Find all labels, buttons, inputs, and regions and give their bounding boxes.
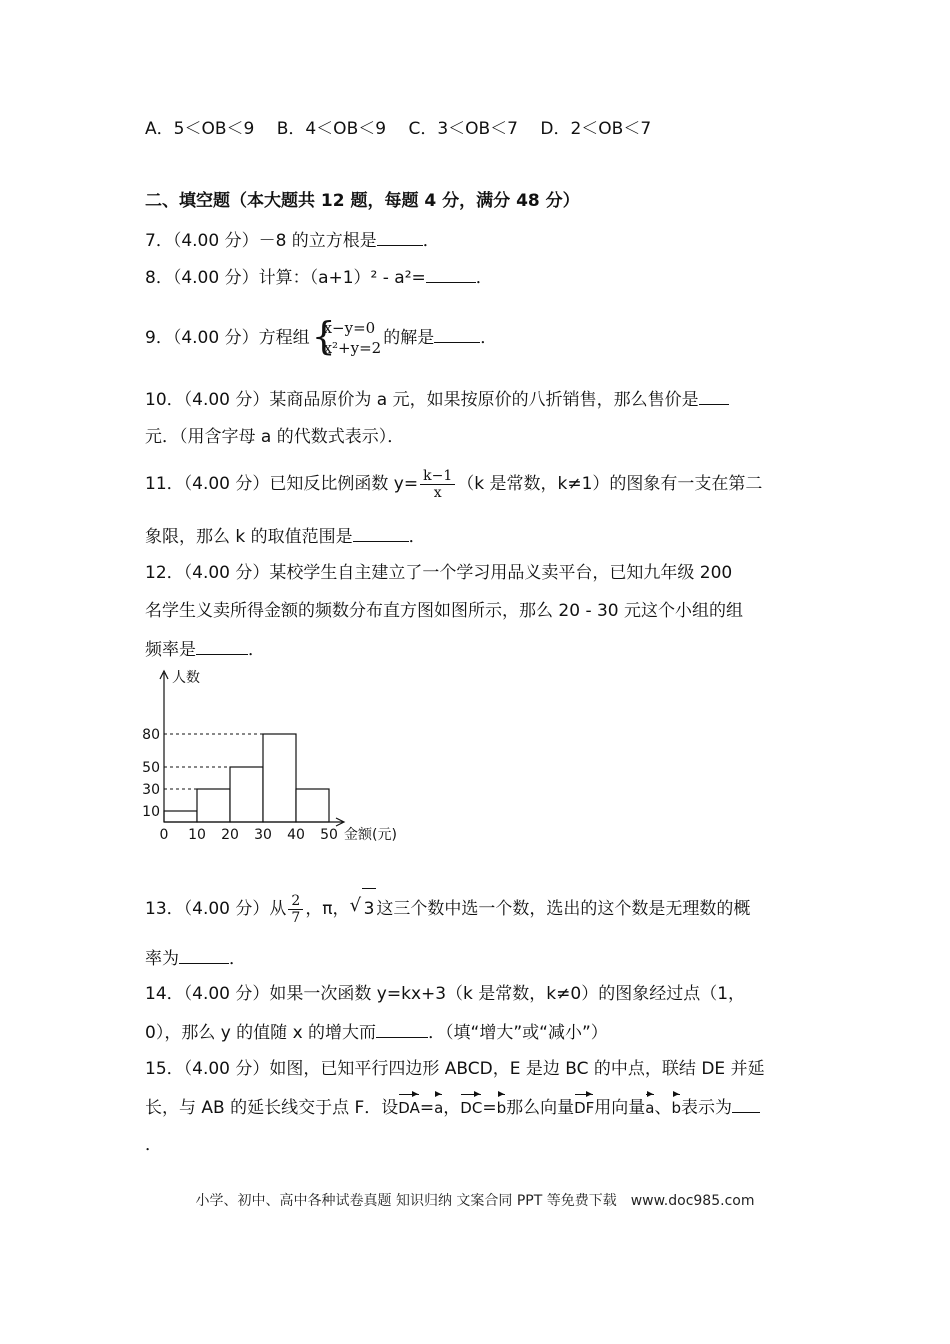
q15-line2-b: 那么向量	[506, 1098, 575, 1118]
question-12-line-1: 12．（4.00 分）某校学生自主建立了一个学习用品义卖平台，已知九年级 200	[145, 563, 733, 583]
q7-end: ．	[422, 231, 440, 251]
vector-b: b	[671, 1099, 682, 1117]
q9-end: ．	[480, 328, 498, 348]
equation-2: x²+y=2	[323, 339, 382, 357]
answer-blank[interactable]	[179, 947, 229, 964]
question-15-line-3: ．	[145, 1135, 162, 1155]
y-tick-label: 30	[142, 782, 160, 798]
fraction-denominator: 7	[291, 909, 301, 926]
histogram-bar	[197, 789, 230, 822]
histogram-chart	[140, 665, 420, 850]
q8-text: 8．（4.00 分）计算：（a+1）² ‑ a²=	[145, 268, 426, 288]
question-14-line-1: 14．（4.00 分）如果一次函数 y=kx+3（k 是常数，k≠0）的图象经过点（1，	[145, 984, 746, 1004]
q14-line2-text: 0），那么 y 的值随 x 的增大而	[145, 1023, 377, 1043]
vector-b: b	[496, 1099, 507, 1117]
answer-blank[interactable]	[426, 266, 476, 283]
x-tick-label: 0	[159, 827, 169, 843]
question-12-line-2: 名学生义卖所得金额的频数分布直方图如图所示，那么 20 ‑ 30 元这个小组的组	[145, 601, 744, 621]
answer-blank[interactable]	[353, 525, 409, 542]
answer-blank[interactable]	[732, 1096, 760, 1113]
fraction	[288, 893, 303, 926]
fraction	[420, 468, 455, 501]
y-tick-label: 80	[142, 727, 160, 743]
q15-line2-d: 表示为	[681, 1098, 733, 1118]
q6-options: A．5＜OB＜9 B．4＜OB＜9 C．3＜OB＜7 D．2＜OB＜7	[145, 119, 652, 139]
q11-line2-text: 象限，那么 k 的取值范围是	[145, 527, 353, 547]
vector-a: a	[434, 1099, 444, 1117]
x-tick-label: 20	[221, 827, 239, 843]
question-8	[145, 266, 493, 289]
answer-blank[interactable]	[376, 1021, 428, 1038]
histogram-bar	[263, 734, 296, 822]
x-tick-label: 30	[254, 827, 272, 843]
q11-end: ．	[408, 527, 426, 547]
answer-blank[interactable]	[377, 229, 423, 246]
question-15-line-1: 15．（4.00 分）如图，已知平行四边形 ABCD，E 是边 BC 的中点，联结 DE 并延	[145, 1059, 765, 1079]
q12-end: ．	[248, 640, 265, 660]
brace-icon: {	[311, 314, 336, 358]
radical-icon: √	[349, 895, 362, 916]
x-axis-label: 金额(元)	[344, 827, 397, 843]
q11-text: 11．（4.00 分）已知反比例函数 y=	[145, 474, 419, 494]
square-root	[350, 888, 377, 929]
fraction-numerator: 2	[288, 893, 303, 910]
vector-a: a	[645, 1099, 655, 1117]
histogram-bar	[230, 767, 263, 822]
answer-blank[interactable]	[434, 326, 480, 343]
question-10-line-2: 元．（用含字母 a 的代数式表示）．	[145, 427, 405, 447]
q13-mid: ，π，	[305, 899, 350, 919]
question-10-line-1	[145, 388, 729, 411]
question-15-line-2	[145, 1096, 760, 1119]
vector-df: DF	[574, 1099, 595, 1117]
x-tick-label: 40	[287, 827, 305, 843]
question-7	[145, 229, 440, 252]
y-axis-label: 人数	[172, 670, 200, 686]
fraction-numerator: k−1	[420, 468, 455, 485]
x-tick-label: 10	[188, 827, 206, 843]
q13-line2-text: 率为	[145, 949, 179, 969]
question-14-line-2	[145, 1021, 608, 1044]
answer-blank[interactable]	[699, 388, 729, 405]
page-footer: 小学、初中、高中各种试卷真题 知识归纳 文案合同 PPT 等免费下载 www.doc985.com	[195, 1193, 755, 1209]
q15-line2-a: 长，与 AB 的延长线交于点 F．设	[145, 1098, 399, 1118]
question-11-line-1	[145, 466, 762, 502]
q15-line2-c: 用向量	[594, 1098, 646, 1118]
fraction-denominator: x	[433, 484, 442, 501]
question-13-line-2	[145, 947, 246, 970]
vector-da: DA	[398, 1099, 420, 1117]
question-11-line-2	[145, 525, 426, 548]
q11-suffix: （k 是常数，k≠1）的图象有一支在第二	[457, 474, 763, 494]
q7-text: 7．（4.00 分）－8 的立方根是	[145, 231, 377, 251]
equation-1: x−y=0	[323, 319, 376, 337]
equals-sign: =	[419, 1098, 435, 1118]
histogram-bar	[164, 811, 197, 822]
y-tick-label: 10	[142, 804, 160, 820]
section-title: 二、填空题（本大题共 12 题，每题 4 分，满分 48 分）	[145, 191, 580, 211]
question-12-line-3	[145, 638, 265, 661]
q10-text: 10．（4.00 分）某商品原价为 a 元，如果按原价的八折销售，那么售价是	[145, 390, 699, 410]
q13-text: 13．（4.00 分）从	[145, 899, 287, 919]
question-13-line-1	[145, 888, 750, 929]
equation-system	[311, 314, 382, 358]
comma: ，	[443, 1098, 461, 1118]
q12-line3-text: 频率是	[145, 640, 196, 660]
separator: 、	[654, 1098, 672, 1118]
answer-blank[interactable]	[196, 638, 248, 655]
q9-text: 9．（4.00 分）方程组	[145, 328, 310, 348]
vector-dc: DC	[460, 1099, 483, 1117]
histogram-bar	[296, 789, 329, 822]
radicand: 3	[362, 888, 377, 929]
y-tick-label: 50	[142, 760, 160, 776]
q9-suffix: 的解是	[383, 328, 435, 348]
q14-line2-end: ．（填“增大”或“减小”）	[428, 1023, 608, 1043]
q13-end: ．	[229, 949, 246, 969]
equals-sign: =	[482, 1098, 497, 1118]
q13-suffix: 这三个数中选一个数，选出的这个数是无理数的概	[376, 899, 751, 919]
q8-end: ．	[475, 268, 493, 288]
question-9	[145, 314, 498, 358]
x-tick-label: 50	[320, 827, 338, 843]
